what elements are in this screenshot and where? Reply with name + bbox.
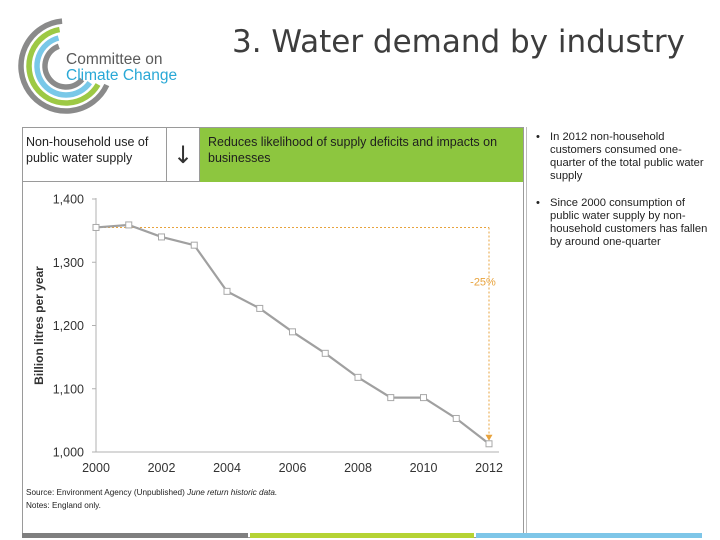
annotation-arrowhead [486, 435, 493, 441]
data-point [257, 305, 263, 311]
y-tick-label: 1,000 [52, 445, 84, 460]
data-point [322, 350, 328, 356]
divider [526, 127, 527, 538]
footer-bar-gray [22, 533, 248, 538]
header-impact: Reduces likelihood of supply deficits and impacts on businesses [199, 128, 523, 182]
x-tick-label: 2006 [278, 461, 307, 475]
bullet-item: • Since 2000 consumption of public water supply by non-household customers has fallen by around one-quarter [536, 197, 716, 249]
data-point [290, 329, 296, 335]
brand-line-2: Climate Change [66, 67, 178, 84]
header-indicator: Non-household use of public water supply [23, 128, 167, 182]
chart-panel [22, 127, 524, 538]
footer-bar-green [250, 533, 474, 538]
data-point [486, 441, 492, 447]
data-point [388, 395, 394, 401]
page-title: 3. Water demand by industry [232, 24, 685, 60]
y-tick-label: 1,100 [52, 382, 84, 397]
data-point [93, 224, 99, 230]
x-tick-label: 2012 [475, 461, 503, 475]
y-tick-label: 1,300 [52, 255, 84, 270]
source-italic: June return historic data. [187, 488, 278, 497]
x-tick-label: 2004 [213, 461, 241, 475]
data-point [191, 242, 197, 248]
bullet-item: • In 2012 non-household customers consumed one-quarter of the total public water supply [536, 131, 716, 183]
footer-bar-blue [476, 533, 702, 538]
line-chart [23, 128, 523, 483]
notes-text: Notes: England only. [26, 500, 101, 510]
y-axis-label: Billion litres per year [32, 266, 46, 385]
data-point [126, 222, 132, 228]
x-tick-label: 2008 [344, 461, 372, 475]
annotation-label: -25% [470, 276, 496, 289]
data-point [421, 395, 427, 401]
y-tick-label: 1,400 [52, 192, 84, 207]
x-tick-label: 2000 [82, 461, 110, 475]
data-point [453, 415, 459, 421]
x-tick-label: 2010 [409, 461, 438, 475]
data-point [224, 288, 230, 294]
brand-line-1: Committee on [66, 51, 163, 68]
data-point [355, 374, 361, 380]
down-arrow-icon: ↓ [167, 128, 199, 182]
bullet-list [536, 131, 716, 263]
y-tick-label: 1,200 [52, 319, 84, 333]
source-text: Source: Environment Agency (Unpublished) [26, 488, 188, 497]
data-point [159, 234, 165, 240]
chart-notes [26, 487, 277, 512]
x-tick-label: 2002 [147, 461, 176, 475]
brand-name [66, 52, 177, 84]
